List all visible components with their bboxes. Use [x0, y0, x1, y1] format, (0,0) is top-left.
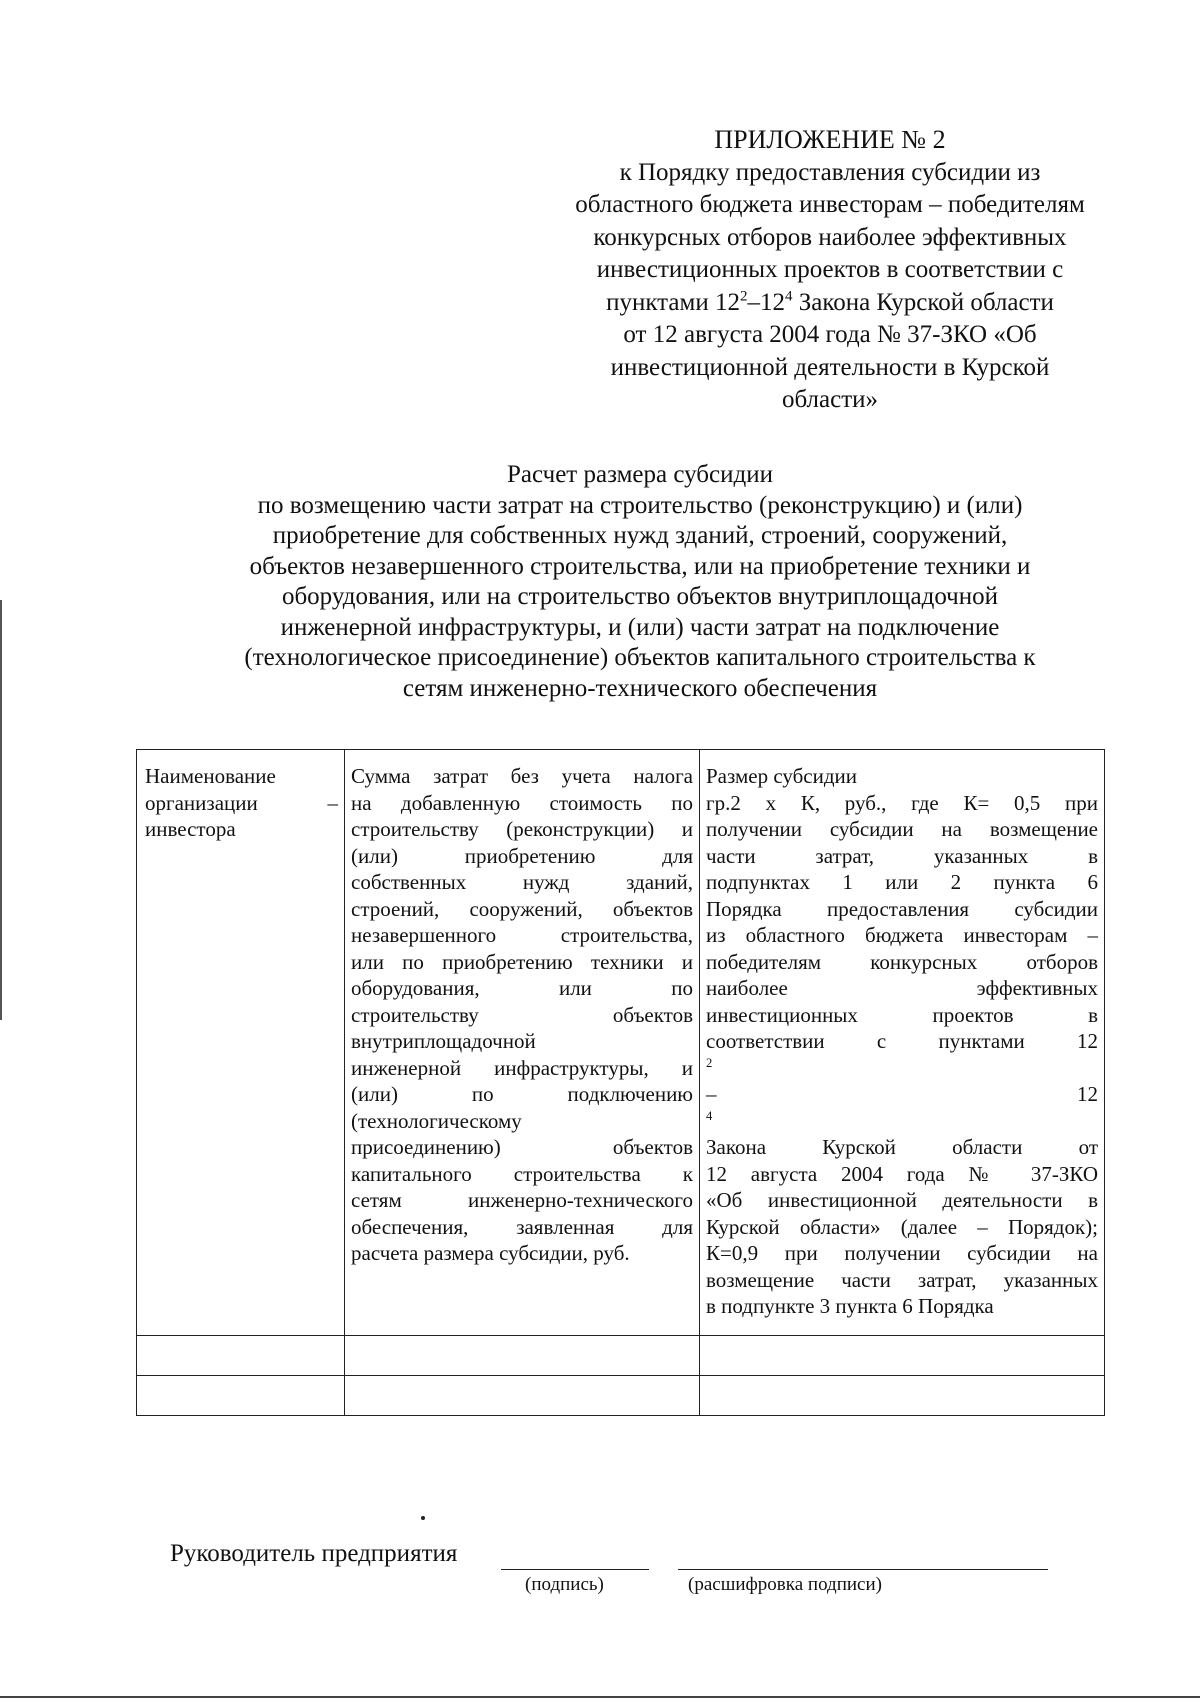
points-suffix: Закона Курской области [792, 288, 1054, 316]
header-line: (технологическому [351, 1108, 522, 1133]
title-line: оборудования, или на строительство объектов внутриплощадочной [281, 583, 999, 610]
header-line: наиболее эффективных [706, 976, 1098, 1000]
header-line: строительству (реконструкции) и [351, 817, 693, 841]
signature-block [170, 1540, 1170, 1650]
table-header-row [137, 750, 1105, 1336]
signature-decode-line [678, 1569, 1048, 1570]
header-line: (или) приобретению для [351, 843, 693, 868]
header-line: или по приобретению техники и [351, 949, 693, 974]
header-line: оборудования, или по [351, 976, 693, 1000]
appendix-title: ПРИЛОЖЕНИЕ № 2 [714, 125, 946, 154]
points-prefix: пунктами 12 [606, 288, 740, 316]
subsidy-calculation-table [136, 749, 1105, 1416]
signature-line [501, 1569, 649, 1570]
header-line: внутриплощадочной [351, 1029, 536, 1053]
header-text-row [145, 790, 338, 817]
stray-dot [421, 1516, 425, 1520]
points-prefix: соответствии с пунктами 12 [706, 1029, 1098, 1053]
header-dash: – [327, 790, 338, 815]
title-line: по возмещению части затрат на строительство (реконструкцию) и (или) [257, 491, 1023, 519]
header-line: части затрат, указанных в [706, 843, 1098, 868]
appendix-line: области» [781, 386, 879, 413]
appendix-line: от 12 августа 2004 года № 37-ЗКО «Об [623, 321, 1037, 348]
table-cell-empty [700, 1376, 1105, 1416]
table-cell-empty [345, 1376, 700, 1416]
signature-decode-caption: (расшифровка подписи) [688, 1574, 882, 1595]
header-line: строений, сооружений, объектов [351, 896, 693, 921]
header-line: (или) по подключению [351, 1082, 693, 1106]
points-sup: 4 [706, 1108, 713, 1123]
header-line: К=0,9 при получении субсидии на [706, 1241, 1098, 1265]
header-line: собственных нужд зданий, [351, 870, 693, 894]
table-cell-empty [345, 1336, 700, 1376]
signature-label: Руководитель предприятия [170, 1540, 458, 1567]
header-line: в подпункте 3 пункта 6 Порядка [706, 1294, 994, 1318]
header-line: подпунктах 1 или 2 пункта 6 [706, 870, 1098, 894]
table-row [137, 1376, 1105, 1416]
header-text: инвестора [145, 817, 236, 841]
header-line: незавершенного строительства, [351, 923, 693, 947]
points-sup: 4 [784, 288, 793, 305]
header-line: возмещение части затрат, указанных [706, 1267, 1098, 1292]
header-line: инвестиционных проектов в [706, 1002, 1098, 1027]
appendix-points-line [510, 287, 1150, 320]
header-line: Размер субсидии [706, 764, 858, 788]
header-line: капитального строительства к [351, 1161, 693, 1186]
points-sup: 2 [739, 288, 748, 305]
table-cell-empty [137, 1336, 345, 1376]
title-line: приобретение для собственных нужд зданий, строений, сооружений, [272, 522, 1008, 549]
appendix-line: инвестиционных проектов в соответствии с [596, 256, 1064, 283]
header-cell-organization [137, 750, 345, 1336]
document-title [170, 460, 1110, 704]
header-line: Сумма затрат без учета налога [351, 764, 693, 788]
header-points-line [706, 1028, 1098, 1134]
header-text: Наименование [145, 764, 276, 788]
table-row [137, 1336, 1105, 1376]
header-line: присоединению) объектов [351, 1135, 693, 1159]
header-cell-costs [345, 750, 700, 1336]
table-cell-empty [137, 1376, 345, 1416]
header-line: «Об инвестиционной деятельности в [706, 1188, 1098, 1212]
title-line: объектов незавершенного строительства, или на приобретение техники и [249, 552, 1031, 580]
header-line: сетям инженерно-технического [351, 1188, 693, 1212]
header-line: строительству объектов [351, 1002, 693, 1027]
header-line: получении субсидии на возмещение [706, 817, 1098, 841]
scan-edge-bottom [0, 1696, 1200, 1698]
title-line: Расчет размера субсидии [507, 461, 773, 488]
header-line: Закона Курской области от [706, 1135, 1098, 1159]
appendix-line: инвестиционной деятельности в Курской [610, 353, 1050, 381]
header-cell-subsidy [700, 750, 1105, 1336]
header-line: расчета размера субсидии, руб. [351, 1241, 630, 1265]
points-mid: –12 [747, 288, 785, 316]
points-mid: – 12 [706, 1082, 1098, 1106]
header-line: на добавленную стоимость по [351, 790, 693, 815]
table-cell-empty [700, 1336, 1105, 1376]
points-sup: 2 [706, 1055, 713, 1070]
title-line: сетям инженерно-технического обеспечения [402, 674, 878, 702]
header-line: 12 августа 2004 года № 37-ЗКО [706, 1161, 1098, 1186]
signature-caption: (подпись) [525, 1574, 604, 1595]
header-line: Порядка предоставления субсидии [706, 896, 1098, 921]
appendix-header [510, 124, 1150, 417]
header-line: гр.2 х К, руб., где К= 0,5 при [706, 790, 1098, 815]
appendix-line: конкурсных отборов наиболее эффективных [593, 223, 1067, 251]
header-line: инженерной инфраструктуры, и [351, 1055, 693, 1080]
header-text: организации [145, 790, 258, 815]
title-line: инженерной инфраструктуры, и (или) части затрат на подключение [280, 613, 1000, 641]
header-line: из областного бюджета инвесторам – [706, 923, 1098, 947]
header-line: обеспечения, заявленная для [351, 1214, 693, 1239]
scan-edge-left [0, 600, 2, 1020]
title-line: (технологическое присоединение) объектов капитального строительства к [244, 644, 1036, 671]
header-line: победителям конкурсных отборов [706, 949, 1098, 974]
appendix-line: к Порядку предоставления субсидии из [619, 158, 1041, 186]
header-line: Курской области» (далее – Порядок); [706, 1214, 1098, 1239]
appendix-line: областного бюджета инвесторам – победителям [575, 191, 1085, 218]
